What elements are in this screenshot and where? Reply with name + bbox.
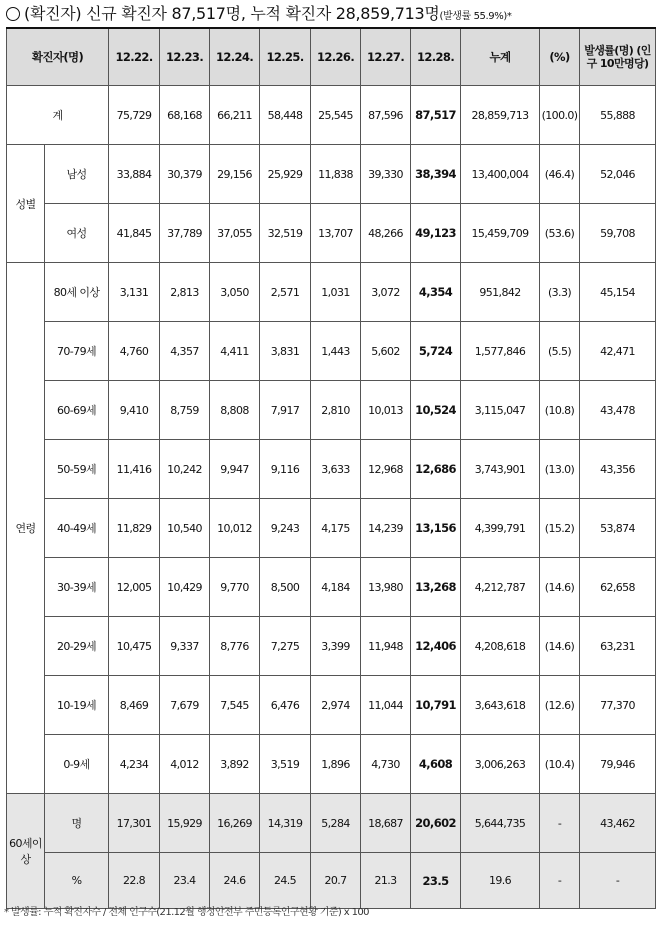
cell-value-latest: 49,123 (411, 204, 461, 263)
cell-value: 11,948 (361, 617, 411, 676)
cell-value-latest: 87,517 (411, 86, 461, 145)
cell-percent: (5.5) (540, 322, 580, 381)
cell-percent: (46.4) (540, 145, 580, 204)
cell-value: 4,730 (361, 735, 411, 794)
cell-value: 32,519 (260, 204, 311, 263)
cell-cumulative: 3,643,618 (461, 676, 540, 735)
cell-value: 87,596 (361, 86, 411, 145)
table-row (7, 499, 656, 558)
cell-value: 20.7 (311, 853, 361, 909)
cell-value: 4,184 (311, 558, 361, 617)
cell-value: 25,929 (260, 145, 311, 204)
cell-value: 39,330 (361, 145, 411, 204)
cell-value: 11,416 (109, 440, 160, 499)
table-row (7, 204, 656, 263)
table-row (7, 322, 656, 381)
cell-rate: 42,471 (580, 322, 656, 381)
cell-value: 1,443 (311, 322, 361, 381)
cell-rate: 52,046 (580, 145, 656, 204)
cell-value: 21.3 (361, 853, 411, 909)
cell-value: 1,031 (311, 263, 361, 322)
header-percent: (%) (540, 28, 580, 86)
cell-value: 9,337 (160, 617, 210, 676)
header-date: 12.22. (109, 28, 160, 86)
cell-value: 14,239 (361, 499, 411, 558)
cell-value-latest: 5,724 (411, 322, 461, 381)
group-label-over60: 60세이상 (7, 794, 45, 909)
cell-value: 3,131 (109, 263, 160, 322)
cell-value: 7,679 (160, 676, 210, 735)
cell-rate: 45,154 (580, 263, 656, 322)
cell-value: 25,545 (311, 86, 361, 145)
cell-value: 12,968 (361, 440, 411, 499)
cell-value: 4,012 (160, 735, 210, 794)
cell-value: 29,156 (210, 145, 260, 204)
cell-cumulative: 3,743,901 (461, 440, 540, 499)
cell-value: 9,243 (260, 499, 311, 558)
cell-cumulative: 15,459,709 (461, 204, 540, 263)
cell-value: 2,813 (160, 263, 210, 322)
cell-value: 3,050 (210, 263, 260, 322)
cell-percent: (10.8) (540, 381, 580, 440)
header-cumulative: 누계 (461, 28, 540, 86)
row-label: 40-49세 (45, 499, 109, 558)
cell-value-latest: 12,406 (411, 617, 461, 676)
row-label: 여성 (45, 204, 109, 263)
cell-value: 58,448 (260, 86, 311, 145)
cell-cumulative: 4,399,791 (461, 499, 540, 558)
cell-value: 24.5 (260, 853, 311, 909)
cell-cumulative: 951,842 (461, 263, 540, 322)
cell-value: 10,012 (210, 499, 260, 558)
table-row (7, 735, 656, 794)
cell-value: 10,429 (160, 558, 210, 617)
cell-rate: 77,370 (580, 676, 656, 735)
cell-value: 8,808 (210, 381, 260, 440)
cell-value-latest: 10,524 (411, 381, 461, 440)
cell-value: 4,760 (109, 322, 160, 381)
header-rate: 발생률(명) (인구 10만명당) (580, 28, 656, 86)
cell-cumulative: 28,859,713 (461, 86, 540, 145)
cell-value: 2,810 (311, 381, 361, 440)
cell-value: 41,845 (109, 204, 160, 263)
cell-value-latest: 12,686 (411, 440, 461, 499)
cell-value: 4,234 (109, 735, 160, 794)
row-label: 20-29세 (45, 617, 109, 676)
table-row (7, 558, 656, 617)
cell-value: 10,013 (361, 381, 411, 440)
cell-rate: - (580, 853, 656, 909)
row-label: 0-9세 (45, 735, 109, 794)
footnote: * 발생률: 누적 확진자수 / 전체 인구수(21.12월 행정안전부 주민등록인구현황 기준) x 100 (4, 907, 369, 918)
row-label: 70-79세 (45, 322, 109, 381)
header-date: 12.27. (361, 28, 411, 86)
cell-value: 16,269 (210, 794, 260, 853)
cell-value: 66,211 (210, 86, 260, 145)
cases-table (6, 27, 656, 909)
cell-cumulative: 13,400,004 (461, 145, 540, 204)
cell-value: 14,319 (260, 794, 311, 853)
cell-value: 4,411 (210, 322, 260, 381)
cell-cumulative: 4,208,618 (461, 617, 540, 676)
cell-value: 5,284 (311, 794, 361, 853)
cell-value: 75,729 (109, 86, 160, 145)
cell-cumulative: 1,577,846 (461, 322, 540, 381)
cell-value: 9,116 (260, 440, 311, 499)
cell-value: 24.6 (210, 853, 260, 909)
header-date: 12.25. (260, 28, 311, 86)
cell-value: 15,929 (160, 794, 210, 853)
group-label-sex: 성별 (7, 145, 45, 263)
circle-bullet-icon (6, 7, 20, 21)
row-label: 명 (45, 794, 109, 853)
cell-value-latest: 13,156 (411, 499, 461, 558)
cell-value-latest: 13,268 (411, 558, 461, 617)
cell-value: 30,379 (160, 145, 210, 204)
cell-value: 3,072 (361, 263, 411, 322)
cell-percent: (14.6) (540, 617, 580, 676)
table-row (7, 794, 656, 853)
header-date: 12.26. (311, 28, 361, 86)
cell-value: 8,500 (260, 558, 311, 617)
cell-value-latest: 10,791 (411, 676, 461, 735)
cell-value: 8,469 (109, 676, 160, 735)
cell-value: 2,571 (260, 263, 311, 322)
table-row (7, 263, 656, 322)
cell-rate: 43,462 (580, 794, 656, 853)
group-label-age: 연령 (7, 263, 45, 794)
cell-percent: (12.6) (540, 676, 580, 735)
cell-value: 2,974 (311, 676, 361, 735)
cell-value-latest: 20,602 (411, 794, 461, 853)
cell-cumulative: 4,212,787 (461, 558, 540, 617)
row-label: 60-69세 (45, 381, 109, 440)
cell-rate: 43,478 (580, 381, 656, 440)
cell-value: 10,540 (160, 499, 210, 558)
cell-value: 1,896 (311, 735, 361, 794)
cell-percent: (15.2) (540, 499, 580, 558)
cell-value: 22.8 (109, 853, 160, 909)
cell-percent: (13.0) (540, 440, 580, 499)
cell-value: 13,707 (311, 204, 361, 263)
header-corner: 확진자(명) (7, 28, 109, 86)
cell-value: 3,892 (210, 735, 260, 794)
cell-value: 4,357 (160, 322, 210, 381)
row-label: 80세 이상 (45, 263, 109, 322)
cell-percent: (3.3) (540, 263, 580, 322)
cell-value: 7,545 (210, 676, 260, 735)
cell-value: 9,947 (210, 440, 260, 499)
cell-value: 9,770 (210, 558, 260, 617)
cell-value: 68,168 (160, 86, 210, 145)
table-row (7, 617, 656, 676)
cell-value: 33,884 (109, 145, 160, 204)
cell-value: 8,776 (210, 617, 260, 676)
cell-rate: 79,946 (580, 735, 656, 794)
cell-value: 13,980 (361, 558, 411, 617)
cell-value: 5,602 (361, 322, 411, 381)
cell-value: 3,633 (311, 440, 361, 499)
cell-percent: - (540, 794, 580, 853)
table-row (7, 381, 656, 440)
header-date: 12.23. (160, 28, 210, 86)
cell-value: 18,687 (361, 794, 411, 853)
cell-cumulative: 19.6 (461, 853, 540, 909)
cell-percent: (100.0) (540, 86, 580, 145)
row-label: 50-59세 (45, 440, 109, 499)
cell-cumulative: 3,115,047 (461, 381, 540, 440)
cell-value: 48,266 (361, 204, 411, 263)
cell-value: 3,831 (260, 322, 311, 381)
table-row (7, 145, 656, 204)
cell-value-latest: 4,608 (411, 735, 461, 794)
cell-cumulative: 5,644,735 (461, 794, 540, 853)
cell-value: 10,242 (160, 440, 210, 499)
table-row-total (7, 86, 656, 145)
table-row (7, 440, 656, 499)
cell-value: 9,410 (109, 381, 160, 440)
row-label: % (45, 853, 109, 909)
cell-value: 12,005 (109, 558, 160, 617)
row-label: 남성 (45, 145, 109, 204)
page-title (6, 2, 511, 26)
cell-value: 11,838 (311, 145, 361, 204)
cell-value: 6,476 (260, 676, 311, 735)
cell-rate: 55,888 (580, 86, 656, 145)
cell-rate: 53,874 (580, 499, 656, 558)
cell-value: 11,044 (361, 676, 411, 735)
cell-value: 10,475 (109, 617, 160, 676)
cell-percent: (10.4) (540, 735, 580, 794)
cell-rate: 43,356 (580, 440, 656, 499)
title-main: (확진자) 신규 확진자 87,517명, 누적 확진자 28,859,713명 (24, 4, 440, 23)
cell-percent: (14.6) (540, 558, 580, 617)
cell-value-latest: 38,394 (411, 145, 461, 204)
cell-value: 23.4 (160, 853, 210, 909)
table-row (7, 676, 656, 735)
cell-value: 8,759 (160, 381, 210, 440)
cell-rate: 59,708 (580, 204, 656, 263)
cell-value: 3,519 (260, 735, 311, 794)
cell-value-latest: 4,354 (411, 263, 461, 322)
header-date: 12.24. (210, 28, 260, 86)
cell-value: 37,789 (160, 204, 210, 263)
row-label: 10-19세 (45, 676, 109, 735)
cell-percent: - (540, 853, 580, 909)
table-row (7, 853, 656, 909)
cell-value: 37,055 (210, 204, 260, 263)
title-sub: (발생률 55.9%)* (439, 11, 512, 22)
row-label: 계 (7, 86, 109, 145)
cell-rate: 63,231 (580, 617, 656, 676)
cell-value: 11,829 (109, 499, 160, 558)
cell-value: 7,917 (260, 381, 311, 440)
cell-cumulative: 3,006,263 (461, 735, 540, 794)
header-date: 12.28. (411, 28, 461, 86)
cell-value: 7,275 (260, 617, 311, 676)
row-label: 30-39세 (45, 558, 109, 617)
cell-value-latest: 23.5 (411, 853, 461, 909)
cell-rate: 62,658 (580, 558, 656, 617)
cell-value: 17,301 (109, 794, 160, 853)
cell-value: 3,399 (311, 617, 361, 676)
cell-percent: (53.6) (540, 204, 580, 263)
cell-value: 4,175 (311, 499, 361, 558)
